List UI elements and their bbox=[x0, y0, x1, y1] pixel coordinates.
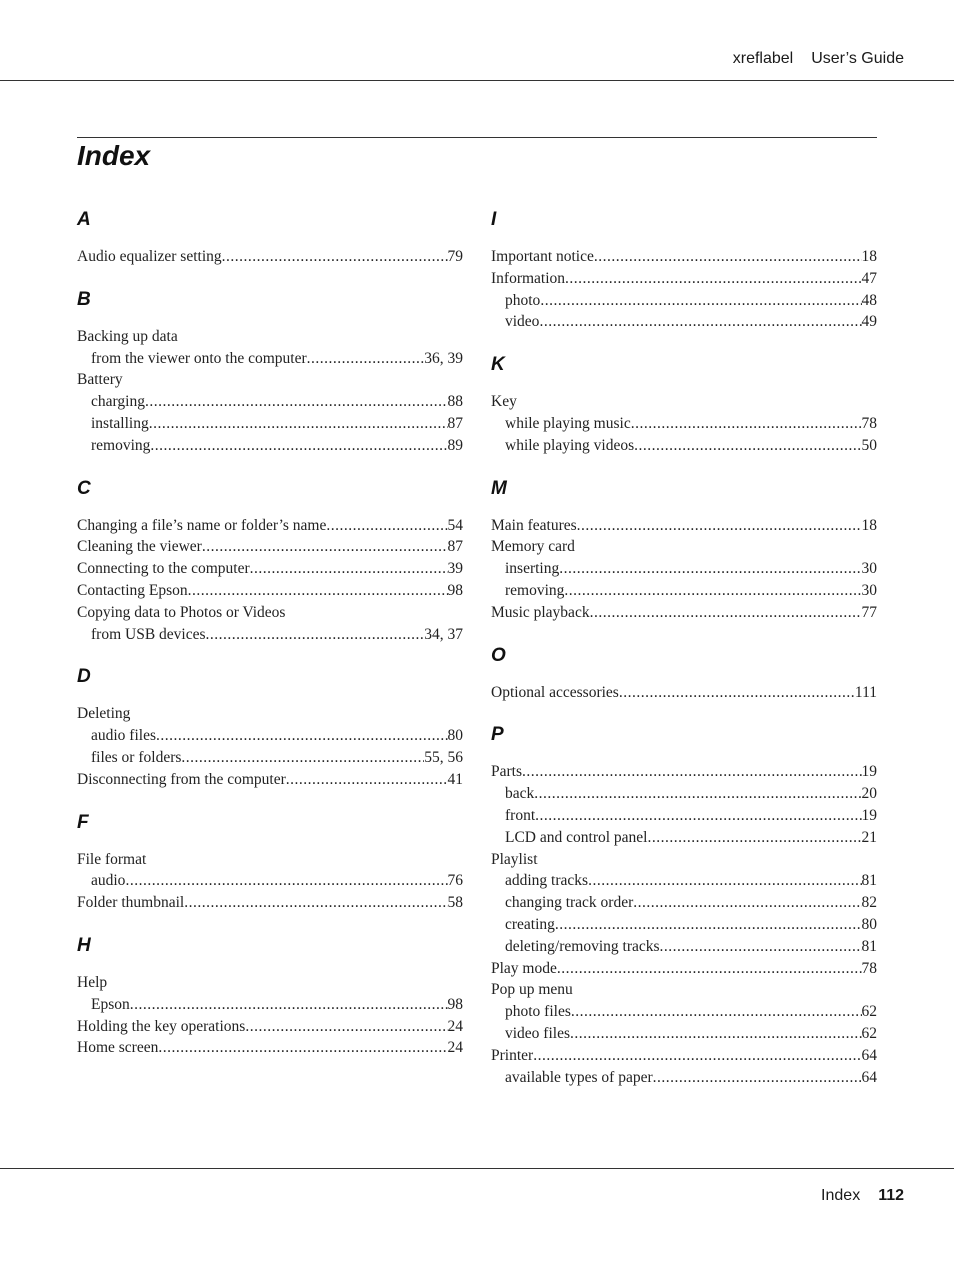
dot-leader bbox=[559, 558, 861, 580]
entry-text: Key bbox=[491, 393, 517, 411]
dot-leader bbox=[533, 1045, 861, 1067]
index-section-h bbox=[77, 932, 463, 1059]
header-product: xreflabel bbox=[732, 50, 794, 67]
dot-leader bbox=[653, 1067, 862, 1089]
entry-page: 79 bbox=[447, 248, 463, 265]
index-entry bbox=[491, 849, 877, 871]
dot-leader bbox=[222, 246, 448, 268]
index-section-b bbox=[77, 286, 463, 457]
running-footer bbox=[821, 1187, 904, 1205]
index-subentry bbox=[491, 805, 877, 827]
dot-leader bbox=[150, 435, 447, 457]
dot-leader bbox=[540, 290, 861, 312]
entry-text: Folder thumbnail bbox=[77, 894, 185, 912]
index-subentry bbox=[491, 290, 877, 312]
index-subentry bbox=[77, 624, 463, 646]
entry-text: video bbox=[505, 313, 540, 331]
entry-page: 89 bbox=[447, 436, 463, 454]
dot-leader bbox=[539, 311, 861, 333]
entry-text: changing track order bbox=[505, 894, 634, 912]
dot-leader bbox=[149, 413, 448, 435]
entry-page: 64 bbox=[861, 1068, 877, 1086]
index-entry bbox=[491, 958, 877, 980]
index-section-d bbox=[77, 663, 463, 790]
index-subentry bbox=[77, 747, 463, 769]
entry-text: Deleting bbox=[77, 705, 131, 723]
header-guide: User’s Guide bbox=[811, 50, 904, 67]
index-section-k bbox=[491, 351, 877, 456]
entry-text: LCD and control panel bbox=[505, 828, 648, 846]
entry-text: Home screen bbox=[77, 1039, 159, 1057]
index-section-c bbox=[77, 475, 463, 646]
index-section-m bbox=[491, 475, 877, 624]
index-entry bbox=[491, 391, 877, 413]
index-entry bbox=[491, 979, 877, 1001]
index-entry bbox=[77, 536, 463, 558]
index-section-p bbox=[491, 721, 877, 1088]
index-entry bbox=[77, 326, 463, 348]
dot-leader bbox=[565, 268, 861, 290]
index-subentry bbox=[491, 413, 877, 435]
entry-text: photo bbox=[505, 291, 541, 309]
dot-leader bbox=[522, 761, 862, 783]
entry-text: audio bbox=[91, 872, 126, 890]
entry-page: 21 bbox=[861, 828, 877, 846]
footer-rule bbox=[0, 1168, 954, 1169]
dot-leader bbox=[535, 805, 861, 827]
dot-leader bbox=[245, 1016, 447, 1038]
index-entry bbox=[77, 246, 463, 268]
dot-leader bbox=[557, 958, 862, 980]
entry-text: Copying data to Photos or Videos bbox=[77, 603, 286, 621]
entry-text: Play mode bbox=[491, 959, 557, 977]
entry-text: Disconnecting from the computer bbox=[77, 770, 286, 788]
index-subentry bbox=[491, 1001, 877, 1023]
page-number: 112 bbox=[878, 1187, 904, 1204]
index-subentry bbox=[491, 914, 877, 936]
index-entry bbox=[77, 369, 463, 391]
entry-page: 58 bbox=[447, 894, 463, 912]
dot-leader bbox=[125, 870, 447, 892]
entry-page: 87 bbox=[447, 414, 463, 432]
entry-text: removing bbox=[505, 581, 565, 599]
dot-leader bbox=[326, 515, 447, 537]
dot-leader bbox=[158, 1037, 447, 1059]
dot-leader bbox=[181, 747, 424, 769]
header-rule bbox=[0, 80, 954, 81]
entry-page: 78 bbox=[861, 959, 877, 977]
entry-page: 18 bbox=[861, 248, 877, 265]
page-title: Index bbox=[77, 140, 151, 171]
dot-leader bbox=[594, 246, 862, 268]
entry-text: Connecting to the computer bbox=[77, 560, 250, 578]
entry-page: 48 bbox=[861, 291, 877, 309]
entry-page: 77 bbox=[861, 603, 877, 621]
entry-page: 64 bbox=[861, 1046, 877, 1064]
dot-leader bbox=[130, 994, 448, 1016]
entry-page: 47 bbox=[861, 269, 877, 287]
index-column-left bbox=[77, 206, 463, 1077]
dot-leader bbox=[555, 914, 862, 936]
dot-leader bbox=[145, 391, 448, 413]
dot-leader bbox=[633, 892, 861, 914]
entry-text: Playlist bbox=[491, 850, 538, 868]
entry-text: removing bbox=[91, 436, 151, 454]
dot-leader bbox=[250, 558, 448, 580]
entry-page: 88 bbox=[447, 393, 463, 411]
entry-text: audio files bbox=[91, 727, 156, 745]
entry-text: installing bbox=[91, 414, 149, 432]
index-entry bbox=[77, 1016, 463, 1038]
entry-page: 80 bbox=[447, 727, 463, 745]
index-entry bbox=[491, 246, 877, 268]
entry-page: 78 bbox=[861, 414, 877, 432]
dot-leader bbox=[206, 624, 425, 646]
section-letter: C bbox=[77, 477, 91, 499]
dot-leader bbox=[647, 827, 861, 849]
dot-leader bbox=[286, 769, 448, 791]
entry-page: 111 bbox=[854, 683, 877, 701]
entry-text: Information bbox=[491, 269, 566, 287]
dot-leader bbox=[564, 580, 861, 602]
section-letter: M bbox=[491, 477, 507, 499]
index-subentry bbox=[491, 783, 877, 805]
section-letter: D bbox=[77, 666, 91, 688]
dot-leader bbox=[202, 536, 448, 558]
section-letter: K bbox=[491, 354, 505, 376]
dot-leader bbox=[660, 936, 862, 958]
dot-leader bbox=[571, 1001, 862, 1023]
footer-section: Index bbox=[821, 1187, 861, 1204]
entry-text: Contacting Epson bbox=[77, 581, 188, 599]
entry-text: Backing up data bbox=[77, 327, 178, 345]
entry-page: 41 bbox=[447, 770, 463, 788]
index-section-a bbox=[77, 206, 463, 268]
entry-text: back bbox=[505, 785, 535, 803]
entry-text: while playing videos bbox=[505, 436, 635, 454]
entry-text: front bbox=[505, 806, 536, 824]
index-subentry bbox=[77, 994, 463, 1016]
section-letter: I bbox=[491, 209, 497, 230]
entry-page: 24 bbox=[447, 1039, 463, 1057]
index-entry bbox=[491, 515, 877, 537]
section-letter: B bbox=[77, 288, 91, 310]
index-subentry bbox=[491, 1067, 877, 1089]
entry-text: charging bbox=[91, 393, 145, 411]
index-entry bbox=[491, 536, 877, 558]
entry-page: 76 bbox=[447, 872, 463, 890]
entry-page: 18 bbox=[861, 516, 877, 534]
running-header bbox=[733, 50, 904, 68]
index-entry bbox=[77, 703, 463, 725]
entry-page: 62 bbox=[861, 1003, 877, 1021]
index-subentry bbox=[77, 348, 463, 370]
section-letter: P bbox=[491, 724, 504, 746]
entry-page: 81 bbox=[861, 872, 877, 890]
entry-text: Main features bbox=[491, 516, 577, 534]
entry-page: 98 bbox=[447, 995, 463, 1013]
entry-page: 34, 37 bbox=[424, 625, 463, 643]
index-entry bbox=[77, 849, 463, 871]
index-subentry bbox=[491, 558, 877, 580]
dot-leader bbox=[590, 602, 862, 624]
index-subentry bbox=[77, 391, 463, 413]
entry-text: Audio equalizer setting bbox=[77, 248, 222, 265]
dot-leader bbox=[156, 725, 448, 747]
index-entry bbox=[77, 769, 463, 791]
index-column-right bbox=[491, 206, 877, 1106]
entry-text: photo files bbox=[505, 1003, 571, 1021]
entry-text: from USB devices bbox=[91, 625, 206, 643]
entry-page: 82 bbox=[861, 894, 877, 912]
index-subentry bbox=[491, 1023, 877, 1045]
entry-page: 54 bbox=[447, 516, 463, 534]
entry-page: 39 bbox=[447, 560, 463, 578]
dot-leader bbox=[184, 892, 447, 914]
entry-text: Battery bbox=[77, 371, 123, 389]
entry-page: 55, 56 bbox=[424, 748, 463, 766]
entry-page: 24 bbox=[447, 1017, 463, 1035]
index-entry bbox=[491, 1045, 877, 1067]
entry-text: video files bbox=[505, 1024, 570, 1042]
entry-page: 87 bbox=[447, 538, 463, 556]
index-section-f bbox=[77, 809, 463, 914]
entry-text: available types of paper bbox=[505, 1068, 653, 1086]
entry-page: 20 bbox=[861, 785, 877, 803]
section-letter: A bbox=[77, 209, 91, 230]
entry-page: 81 bbox=[861, 937, 877, 955]
section-letter: F bbox=[77, 811, 89, 833]
dot-leader bbox=[577, 515, 862, 537]
entry-page: 80 bbox=[861, 915, 877, 933]
index-subentry bbox=[491, 892, 877, 914]
index-subentry bbox=[77, 413, 463, 435]
dot-leader bbox=[634, 435, 861, 457]
entry-text: creating bbox=[505, 915, 555, 933]
entry-text: adding tracks bbox=[505, 872, 589, 890]
dot-leader bbox=[570, 1023, 862, 1045]
dot-leader bbox=[588, 870, 861, 892]
dot-leader bbox=[631, 413, 862, 435]
entry-text: inserting bbox=[505, 560, 560, 578]
index-entry bbox=[491, 761, 877, 783]
entry-page: 36, 39 bbox=[424, 349, 463, 367]
entry-text: Epson bbox=[91, 995, 130, 1013]
entry-text: Cleaning the viewer bbox=[77, 538, 202, 556]
dot-leader bbox=[619, 682, 855, 704]
index-entry bbox=[491, 268, 877, 290]
title-rule bbox=[77, 137, 877, 138]
index-subentry bbox=[491, 435, 877, 457]
entry-page: 62 bbox=[861, 1024, 877, 1042]
entry-text: Music playback bbox=[491, 603, 590, 621]
index-entry bbox=[77, 515, 463, 537]
entry-text: Important notice bbox=[491, 248, 594, 265]
index-subentry bbox=[77, 435, 463, 457]
index-entry bbox=[491, 682, 877, 704]
index-entry bbox=[77, 892, 463, 914]
entry-text: Printer bbox=[491, 1046, 534, 1064]
entry-page: 19 bbox=[861, 806, 877, 824]
index-subentry bbox=[491, 936, 877, 958]
index-entry bbox=[491, 602, 877, 624]
entry-page: 98 bbox=[447, 581, 463, 599]
index-subentry bbox=[77, 725, 463, 747]
entry-page: 19 bbox=[861, 763, 877, 781]
dot-leader bbox=[307, 348, 425, 370]
entry-page: 30 bbox=[861, 560, 877, 578]
index-entry bbox=[77, 972, 463, 994]
index-entry bbox=[77, 580, 463, 602]
entry-page: 50 bbox=[861, 436, 877, 454]
entry-text: deleting/removing tracks bbox=[505, 937, 660, 955]
dot-leader bbox=[534, 783, 861, 805]
index-subentry bbox=[491, 311, 877, 333]
index-subentry bbox=[491, 580, 877, 602]
index-section-o bbox=[491, 642, 877, 704]
entry-text: Changing a file’s name or folder’s name bbox=[77, 516, 327, 534]
entry-page: 49 bbox=[861, 313, 877, 331]
section-letter: O bbox=[491, 644, 506, 666]
index-entry bbox=[77, 1037, 463, 1059]
index-subentry bbox=[491, 827, 877, 849]
entry-text: Memory card bbox=[491, 538, 575, 556]
index-subentry bbox=[77, 870, 463, 892]
entry-text: Optional accessories bbox=[491, 683, 619, 701]
entry-page: 30 bbox=[861, 581, 877, 599]
entry-text: from the viewer onto the computer bbox=[91, 349, 307, 367]
entry-text: files or folders bbox=[91, 748, 182, 766]
dot-leader bbox=[188, 580, 448, 602]
entry-text: while playing music bbox=[505, 414, 631, 432]
entry-text: Parts bbox=[491, 763, 522, 781]
index-entry bbox=[77, 602, 463, 624]
index-subentry bbox=[491, 870, 877, 892]
entry-text: Holding the key operations bbox=[77, 1017, 246, 1035]
entry-text: File format bbox=[77, 850, 147, 868]
entry-text: Help bbox=[77, 973, 108, 991]
section-letter: H bbox=[77, 934, 91, 956]
index-entry bbox=[77, 558, 463, 580]
index-section-i bbox=[491, 206, 877, 333]
entry-text: Pop up menu bbox=[491, 981, 573, 999]
